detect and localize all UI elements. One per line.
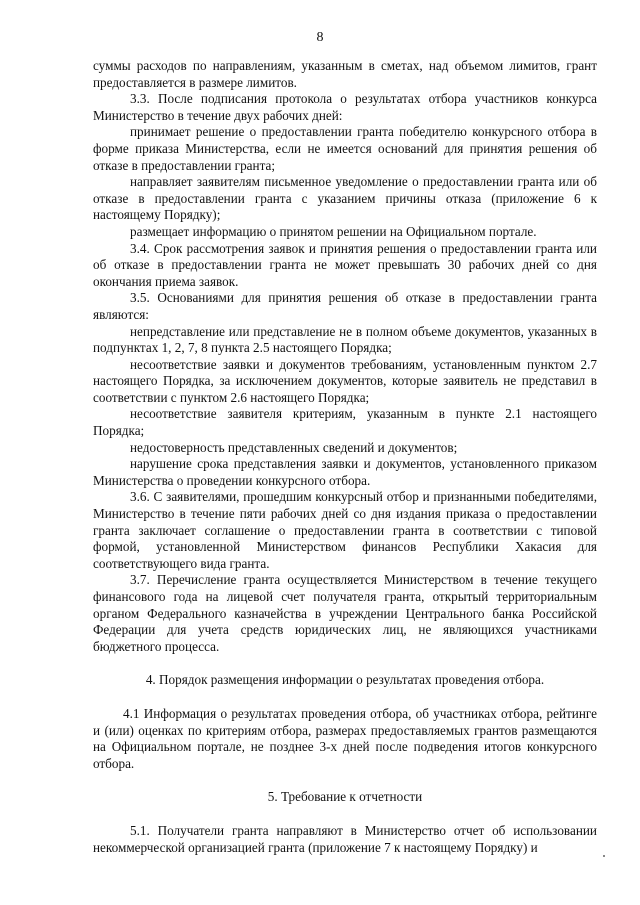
paragraph-3-5-item-3: несоответствие заявителя критериям, указанным в пункте 2.1 настоящего Порядка; <box>93 406 597 439</box>
paragraph-3-4: 3.4. Срок рассмотрения заявок и принятия решения о предоставлении гранта или об отказе в предоставлении гранта не может превышать 30 рабочих дней со дня окончания приема заявок. <box>93 240 597 289</box>
document-body <box>93 58 597 856</box>
paragraph-3-3-decision: принимает решение о предоставлении гранта победителю конкурсного отбора в форме приказа Министерства, если не имеется оснований для принятия решения об отказе в предоставлении гранта; <box>93 124 597 173</box>
paragraph-3-5-item-2: несоответствие заявки и документов требованиям, установленным пунктом 2.7 настоящего Порядка, за исключением документов, которые заявитель не представил в соответствии с пунктом 2.6 настоящего Порядка; <box>93 356 597 405</box>
paragraph-3-5-item-5: нарушение срока представления заявки и документов, установленного приказом Министерства о проведении конкурсного отбора. <box>93 456 597 488</box>
paragraph-3-5-item-1: непредставление или представление не в полном объеме документов, указанных в подпунктах 1, 2, 7, 8 пункта 2.5 настоящего Порядка; <box>93 323 597 356</box>
paragraph-3-3-notification: направляет заявителям письменное уведомление о предоставлении гранта или об отказе в предоставлении гранта с указанием причины отказа (приложение 6 к настоящему Порядку); <box>93 174 597 223</box>
paragraph-5-1: 5.1. Получатели гранта направляют в Министерство отчет об использовании некоммерческой организацией гранта (приложение 7 к настоящему Порядку) и <box>93 822 597 855</box>
paragraph-sums-continuation: суммы расходов по направлениям, указанным в сметах, над объемом лимитов, грант предоставляется в размере лимитов. <box>93 58 597 90</box>
paragraph-4-1: 4.1 Информация о результатах проведения отбора, об участниках отбора, рейтинге и (или) оценках по критериям отбора, размерах предоставляемых грантов размещаются на Официальном портале, не позднее 3-х дней после подведения итогов конкурсного отбора. <box>93 705 597 771</box>
page-number: 8 <box>316 30 324 45</box>
paragraph-3-6: 3.6. С заявителями, прошедшим конкурсный отбор и признанными победителями, Министерство в течение пяти рабочих дней со дня издания приказа о предоставлении гранта заключает соглашение о предоставлении гранта в соответствии с типовой формой, установленной Министерством финансов Республики Хакасия для соответствующего вида гранта. <box>93 489 597 571</box>
paragraph-3-3: 3.3. После подписания протокола о результатах отбора участников конкурса Министерство в течение двух рабочих дней: <box>93 91 597 123</box>
paragraph-3-5: 3.5. Основаниями для принятия решения об отказе в предоставлении гранта являются: <box>93 290 597 322</box>
paragraph-3-5-item-4: недостоверность представленных сведений и документов; <box>130 439 458 455</box>
section-4-heading: 4. Порядок размещения информации о результатах проведения отбора. <box>145 672 545 688</box>
paragraph-3-7: 3.7. Перечисление гранта осуществляется Министерством в течение текущего финансового года на лицевой счет получателя гранта, открытый территориальным органом Федерального казначейства в учреждении Центрального банка Российской Федерации для учета средств юридических лиц, не являющихся участниками бюджетного процесса. <box>93 572 597 654</box>
paragraph-3-3-publish: размещает информацию о принятом решении на Официальном портале. <box>130 223 537 239</box>
section-5-heading: 5. Требование к отчетности <box>267 789 423 805</box>
scan-speck <box>603 855 605 857</box>
